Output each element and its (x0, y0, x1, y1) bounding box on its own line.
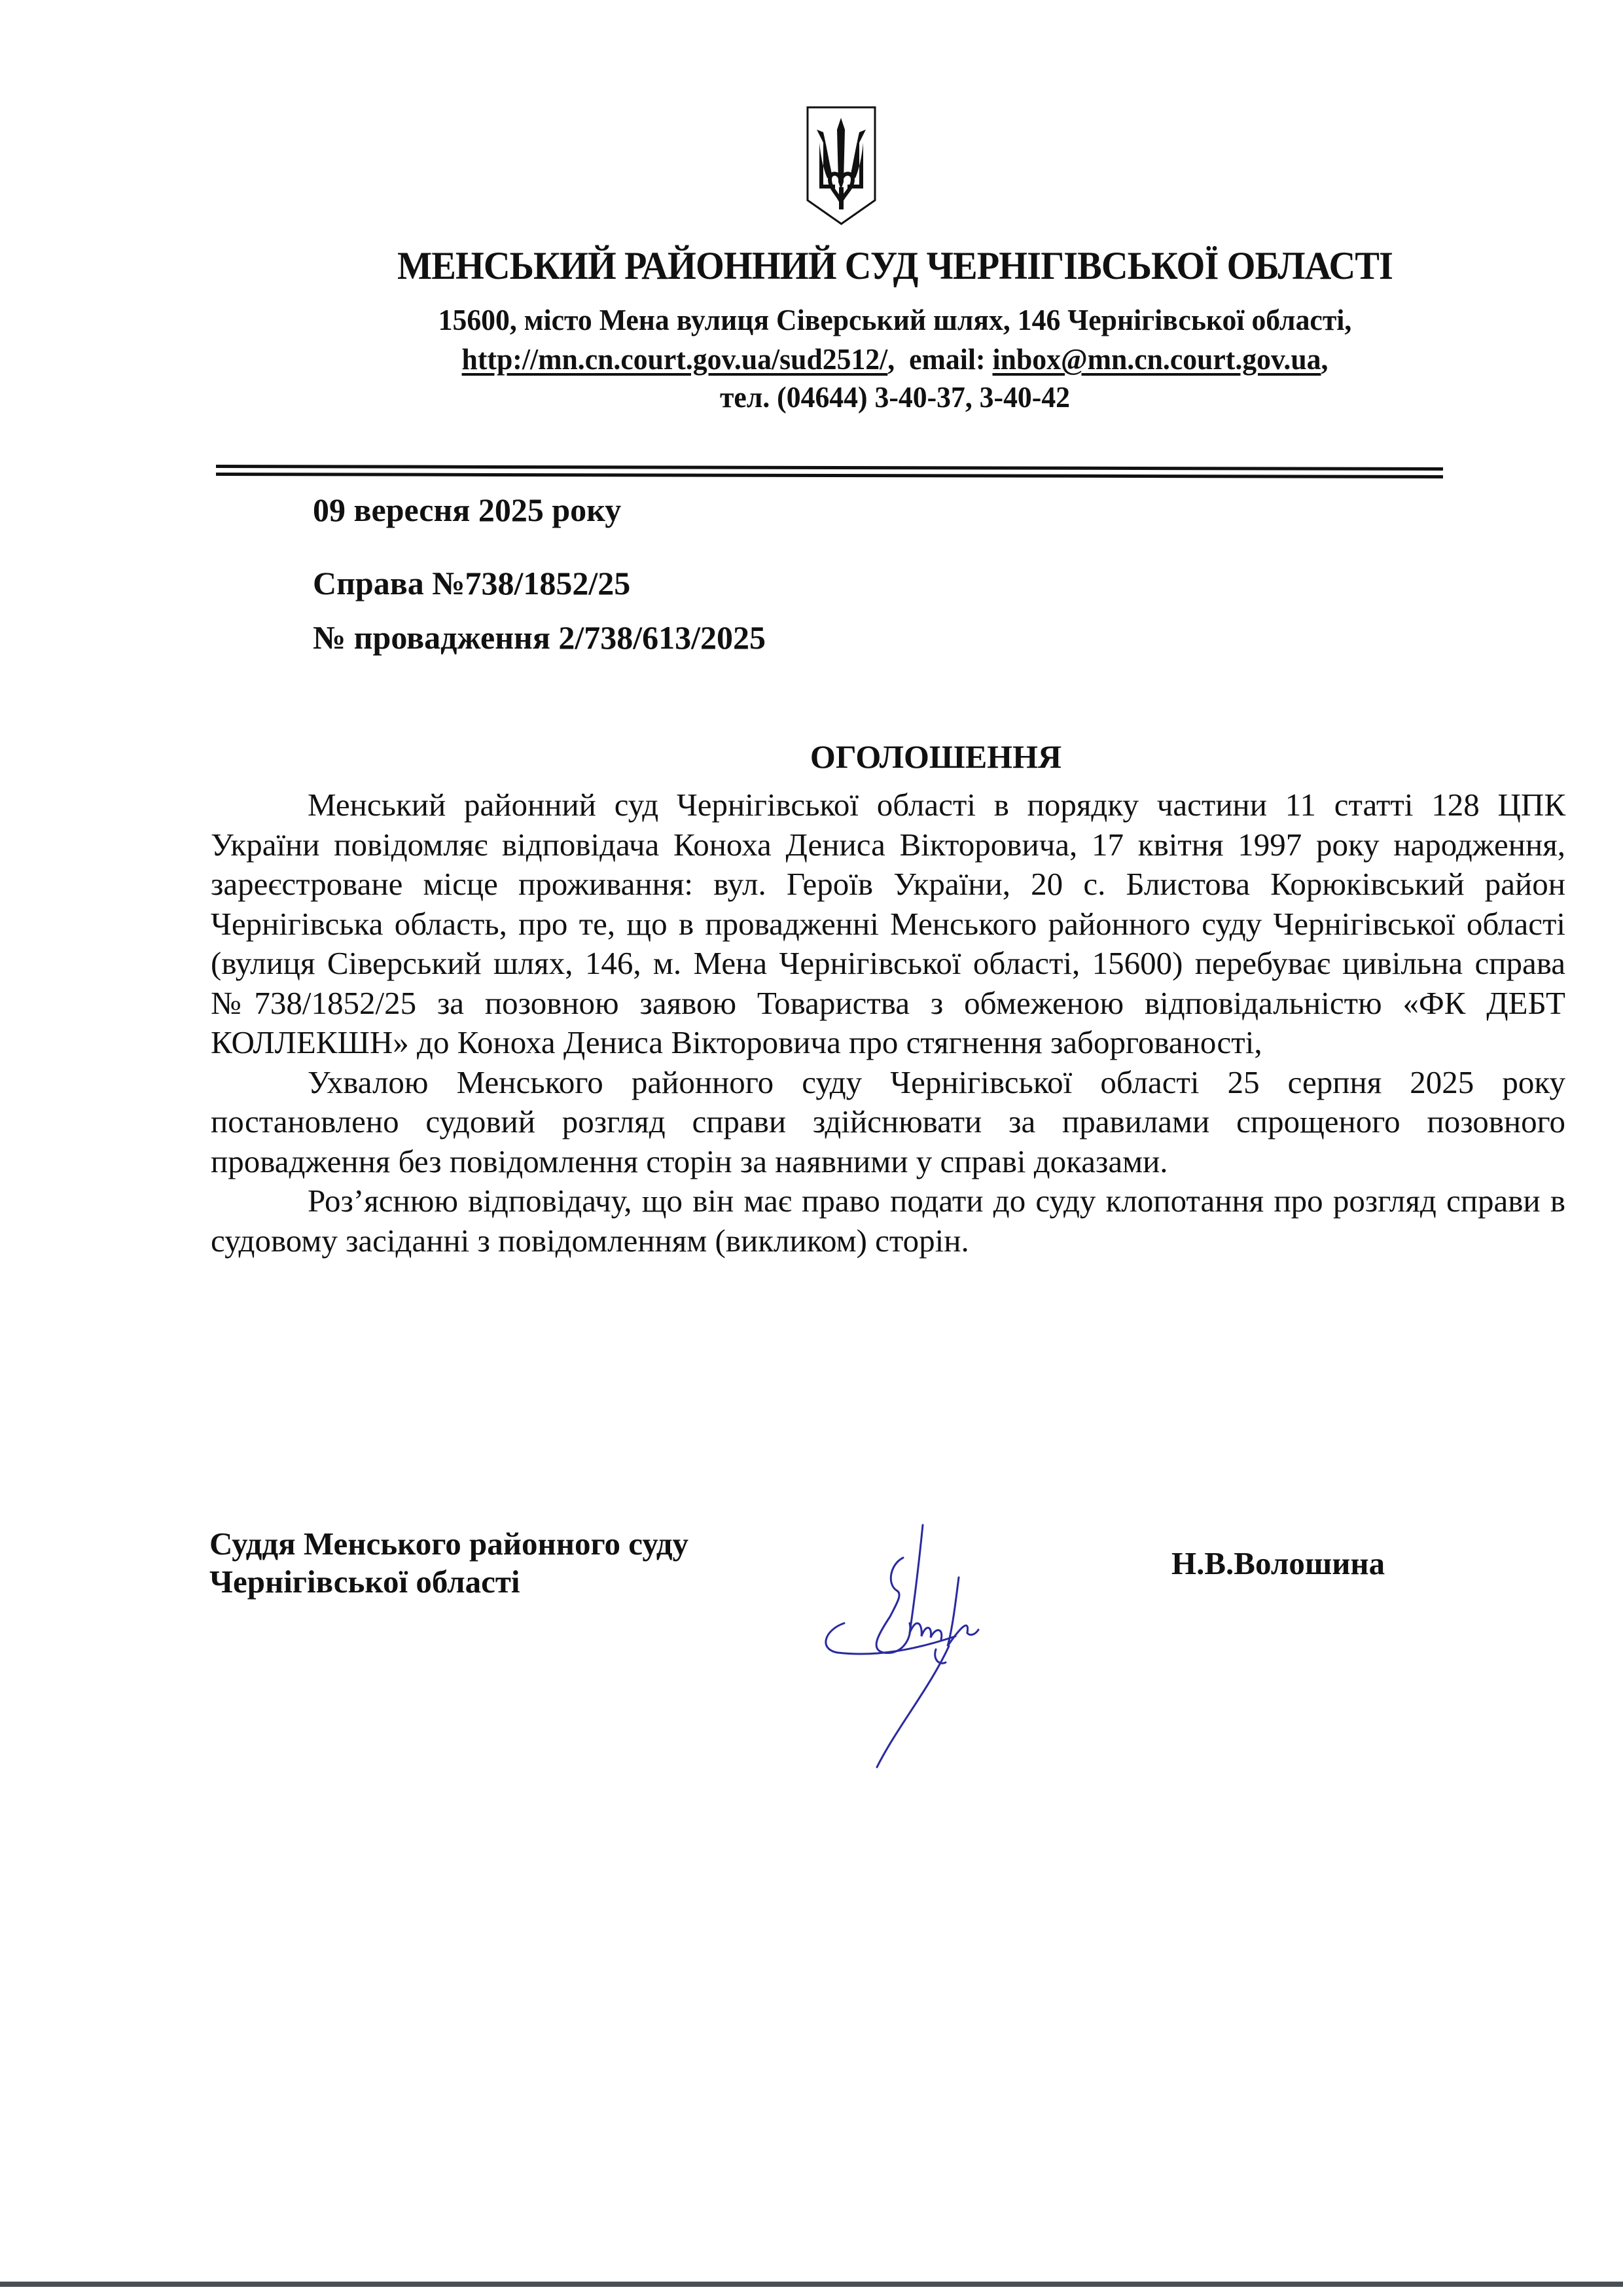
proceeding-number: № провадження 2/738/613/2025 (313, 619, 766, 656)
handwritten-signature-icon (798, 1518, 1060, 1780)
judge-name: Н.В.Волошина (1171, 1545, 1385, 1581)
court-address: 15600, місто Мена вулиця Сіверський шлях, 146 Чернігівської області, (438, 303, 1352, 336)
judge-title-line-1: Суддя Менського районного суду (209, 1526, 689, 1562)
judge-title (209, 1525, 688, 1601)
header-divider-bottom (216, 473, 1443, 478)
court-name-heading: МЕНСЬКИЙ РАЙОННИЙ СУД ЧЕРНІГІВСЬКОЇ ОБЛАСТІ (397, 244, 1393, 287)
court-email-link[interactable]: inbox@mn.cn.court.gov.ua (992, 342, 1321, 376)
announcement-paragraph: Роз’яснюю відповідачу, що він має право подати до суду клопотання про розгляд справи в судовому засіданні з повідомленням (викликом) сторін. (211, 1183, 1565, 1259)
header-divider-top (216, 465, 1443, 471)
case-number: Справа №738/1852/25 (313, 565, 631, 601)
court-phone: тел. (04644) 3-40-37, 3-40-42 (719, 380, 1071, 414)
announcement-paragraph: Ухвалою Менського районного суду Чернігівської області 25 серпня 2025 року постановлено судовий розгляд справи здійснювати за правилами спрощеного позовного провадження без повідомлення сторін за наявними у справі доказами. (211, 1064, 1565, 1179)
court-website-link[interactable]: http://mn.cn.court.gov.ua/sud2512/ (461, 342, 888, 376)
coat-of-arms-icon (804, 103, 879, 228)
email-label: email: (909, 342, 986, 376)
announcement-body (211, 785, 1565, 1261)
judge-title-line-2: Чернігівської області (209, 1564, 520, 1600)
document-date: 09 вересня 2025 року (313, 492, 622, 528)
scan-bottom-edge (0, 2282, 1623, 2287)
announcement-paragraph: Менський районний суд Чернігівської області в порядку частини 11 статті 128 ЦПК України повідомляє відповідача Коноха Дениса Вікторовича, 17 квітня 1997 року народження, зареєстроване місце проживання: вул. Героїв України, 20 с. Блистова Корюківський район Чернігівська область, про те, що в провадженні Менського районного суду Чернігівської області (вулиця Сіверський шлях, 146, м. Мена Чернігівської області, 15600) перебуває цивільна справа №738/1852/25 за позовною заявою Товариства з обмеженою відповідальністю «ФК ДЕБТ КОЛЛЕКШН» до Коноха Дениса Вікторовича про стягнення заборгованості, (211, 787, 1565, 1060)
announcement-title: ОГОЛОШЕННЯ (810, 738, 1062, 775)
court-contacts: http://mn.cn.court.gov.ua/sud2512/, email: inbox@mn.cn.court.gov.ua, (461, 342, 1329, 376)
